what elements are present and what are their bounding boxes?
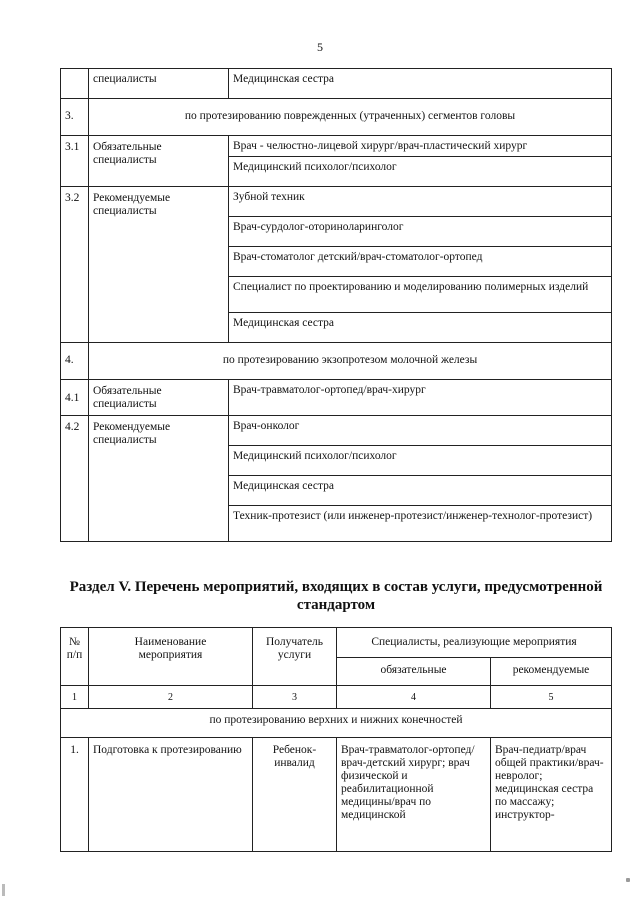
- recipient-cell: Ребенок-инвалид: [253, 738, 337, 852]
- events-table: [60, 627, 612, 852]
- header-mandatory: обязательные: [337, 658, 491, 686]
- specialist-cell: Врач-сурдолог-оториноларинголог: [229, 217, 612, 247]
- row-number-cell: 4.2: [61, 416, 89, 542]
- column-number: 3: [253, 686, 337, 709]
- table-row: [61, 69, 612, 99]
- column-number: 1: [61, 686, 89, 709]
- recommended-cell: Врач-педиатр/врач общей практики/врач-невролог; медицинская сестра по массажу; инструктор-: [491, 738, 612, 852]
- group-row: [61, 343, 612, 380]
- page-number: 5: [317, 40, 323, 54]
- category-cell: Рекомендуемые специалисты: [89, 416, 229, 542]
- header-recipient: Получатель услуги: [253, 628, 337, 686]
- category-cell: Рекомендуемые специалисты: [89, 187, 229, 343]
- specialist-cell: Специалист по проектированию и моделированию полимерных изделий: [229, 277, 612, 313]
- row-number-cell: 3.2: [61, 187, 89, 343]
- column-number: 4: [337, 686, 491, 709]
- mandatory-cell: Врач-травматолог-ортопед/врач-детский хирург; врач физической и реабилитационной медицины/врач по медицинской: [337, 738, 491, 852]
- specialists-table: [60, 68, 612, 542]
- header-recommended: рекомендуемые: [491, 658, 612, 686]
- event-name-cell: Подготовка к протезированию: [89, 738, 253, 852]
- specialist-cell: Врач-онколог: [229, 416, 612, 446]
- specialist-cell: Врач - челюстно-лицевой хирург/врач-пластический хирург: [229, 136, 612, 157]
- specialist-cell: Зубной техник: [229, 187, 612, 217]
- specialist-cell: Медицинская сестра: [229, 69, 612, 99]
- group-title: по протезированию экзопротезом молочной железы: [89, 343, 612, 380]
- row-number-cell: 4.: [61, 343, 89, 380]
- category-cell: специалисты: [89, 69, 229, 99]
- specialist-cell: Медицинская сестра: [229, 313, 612, 343]
- specialist-cell: Медицинский психолог/психолог: [229, 446, 612, 476]
- row-number-cell: 1.: [61, 738, 89, 852]
- column-number: 2: [89, 686, 253, 709]
- group-row: [61, 709, 612, 738]
- scan-artifact: [626, 878, 630, 882]
- table-row: [61, 738, 612, 852]
- group-title: по протезированию верхних и нижних конечностей: [61, 709, 612, 738]
- section-heading: Раздел V. Перечень мероприятий, входящих в состав услуги, предусмотренной стандартом: [69, 579, 603, 613]
- column-number-row: [61, 686, 612, 709]
- group-title: по протезированию поврежденных (утраченных) сегментов головы: [89, 99, 612, 136]
- row-number-cell: 4.1: [61, 380, 89, 416]
- specialist-cell: Врач-травматолог-ортопед/врач-хирург: [229, 380, 612, 416]
- specialist-cell: Медицинский психолог/психолог: [229, 157, 612, 187]
- header-name: Наименование мероприятия: [89, 628, 253, 686]
- row-number-cell: 3.: [61, 99, 89, 136]
- table-row: [61, 380, 612, 416]
- category-cell: Обязательные специалисты: [89, 380, 229, 416]
- specialist-cell: Техник-протезист (или инженер-протезист/инженер-технолог-протезист): [229, 506, 612, 542]
- header-num: № п/п: [61, 628, 89, 686]
- scan-artifact: [2, 884, 5, 896]
- group-row: [61, 99, 612, 136]
- table-row: [61, 136, 612, 157]
- table-row: [61, 416, 612, 446]
- category-cell: Обязательные специалисты: [89, 136, 229, 187]
- row-number-cell: 3.1: [61, 136, 89, 187]
- row-number-cell: [61, 69, 89, 99]
- header-row: [61, 628, 612, 658]
- header-specialists: Специалисты, реализующие мероприятия: [337, 628, 612, 658]
- specialist-cell: Врач-стоматолог детский/врач-стоматолог-ортопед: [229, 247, 612, 277]
- table-row: [61, 187, 612, 217]
- specialist-cell: Медицинская сестра: [229, 476, 612, 506]
- column-number: 5: [491, 686, 612, 709]
